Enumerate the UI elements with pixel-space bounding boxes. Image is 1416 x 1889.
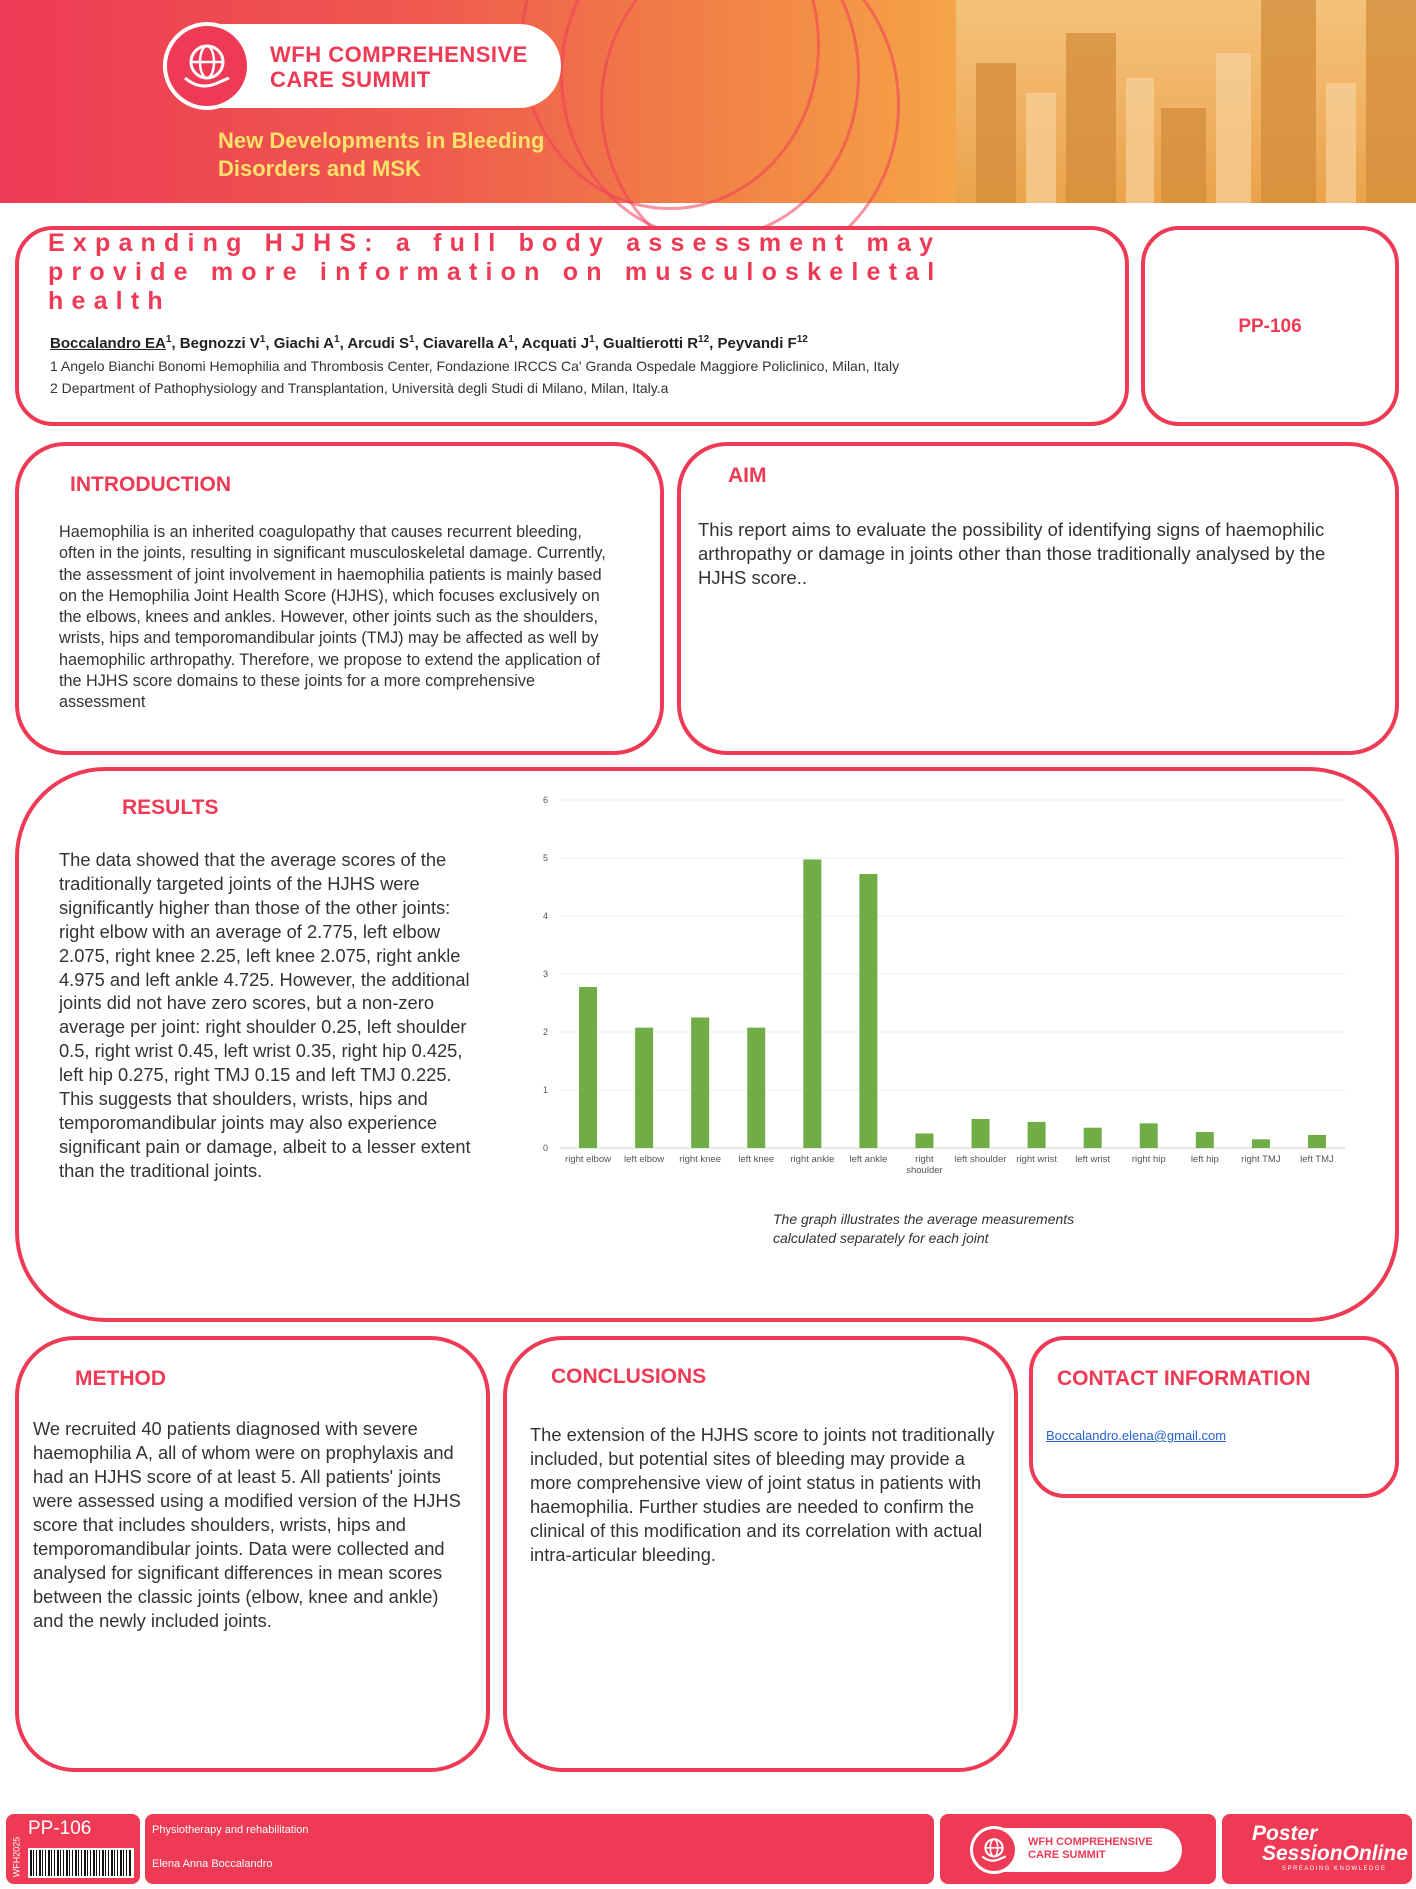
footer-wfh-globe-icon — [970, 1826, 1018, 1874]
x-tick-label: right shoulder — [906, 1154, 943, 1176]
contact-panel — [1029, 1336, 1399, 1498]
wfh-globe-hand-icon — [163, 22, 251, 110]
bar-left-shoulder — [972, 1119, 990, 1148]
joint-score-bar-chart — [530, 790, 1350, 1176]
x-tick-label: left knee — [738, 1154, 775, 1165]
bar-left-wrist — [1084, 1128, 1102, 1148]
author-name: Gualtierotti $R^{12}$ — [603, 334, 710, 352]
banner-subtitle: New Developments in Bleeding Disorders and MSK — [218, 128, 545, 181]
bar-right-knee — [691, 1018, 709, 1149]
y-tick-label: 2 — [542, 1027, 548, 1037]
x-tick-label: left wrist — [1075, 1154, 1111, 1165]
city-skyline-image — [956, 0, 1416, 203]
x-tick-label: right knee — [679, 1154, 722, 1165]
x-tick-label: right TMJ — [1241, 1154, 1281, 1165]
bar-right-elbow — [579, 987, 597, 1148]
affiliation-2: 2 Department of Pathophysiology and Transplantation, Università degli Studi di Milano, Milan, Italy.a — [50, 380, 669, 396]
affiliation-1: 1 Angelo Bianchi Bonomi Hemophilia and Thrombosis Center, Fondazione IRCCS Ca' Granda Ospedale Maggiore Policlinico, Milan, Italy — [50, 358, 900, 374]
header-banner — [0, 0, 1416, 203]
poster-title: Expanding HJHS: a full body assessment may provide more information on musculoskeletal health — [48, 229, 943, 315]
contact-heading: CONTACT INFORMATION — [1057, 1367, 1311, 1390]
aim-panel — [677, 442, 1399, 755]
y-tick-label: 5 — [542, 853, 548, 863]
bar-left-knee — [747, 1028, 765, 1148]
author-name: Acquati $J^1$ — [521, 334, 595, 352]
x-tick-label: right ankle — [790, 1154, 835, 1165]
method-text: We recruited 40 patients diagnosed with severe haemophilia A, all of whom were on prophylaxis and had an HJHS score of at least 5. All patients' joints were assessed using a modified version of the HJHS score that includes shoulders, wrists, hips and temporomandibular joints. Data were collected and analysed for significant differences in mean scores between the classic joints (elbow, knee and ankle) and the newly included joints. — [33, 1418, 461, 1631]
author-name: Arcudi $S^1$ — [347, 334, 415, 352]
banner-logo-text: WFH COMPREHENSIVE CARE SUMMIT — [270, 42, 528, 92]
author-name: Begnozzi $V^1$ — [179, 334, 266, 352]
aim-heading: AIM — [728, 464, 767, 487]
x-tick-label: right wrist — [1016, 1154, 1057, 1165]
x-tick-label: left TMJ — [1300, 1154, 1334, 1165]
bar-left-tmj — [1308, 1135, 1326, 1148]
y-tick-label: 0 — [542, 1143, 548, 1153]
author-name: Ciavarella $A^1$ — [422, 334, 514, 352]
conclusions-heading: CONCLUSIONS — [551, 1365, 707, 1388]
bar-right-shoulder — [915, 1134, 933, 1149]
author-list: Boccalandro $EA^1$, Begnozzi $V^1$, Giachi $A^1$, Arcudi $S^1$, Ciavarella $A^1$, Acquati $J^1$, Gualtierotti $R^{12}$, Peyvandi $F^{12}$ — [50, 334, 808, 352]
y-tick-label: 3 — [542, 969, 548, 979]
bar-left-hip — [1196, 1132, 1214, 1148]
author-name: Peyvandi $F^{12}$ — [717, 334, 808, 352]
author-name: Giachi $A^1$ — [273, 334, 340, 352]
footer-poster-code: PP-106 — [28, 1818, 92, 1839]
results-text: The data showed that the average scores of the traditionally targeted joints of the HJHS were significantly higher than those of the other joints: right elbow with an average of 2.775, left elbow 2.075, right knee 2.25, left knee 2.075, right ankle 4.975 and left ankle 4.725. However, the additional joints did not have zero scores, but a non-zero average per joint: right shoulder 0.25, left shoulder 0.5, right wrist 0.45, left wrist 0.35, right hip 0.425, left hip 0.275, right TMJ 0.15 and left TMJ 0.225. This suggests that shoulders, wrists, hips and temporomandibular joints may also experience significant pain or damage, albeit to a lesser extent than the traditional joints. — [59, 849, 471, 1181]
bar-right-ankle — [803, 859, 821, 1148]
y-tick-label: 4 — [542, 911, 548, 921]
bar-right-tmj — [1252, 1139, 1270, 1148]
bar-right-wrist — [1028, 1122, 1046, 1148]
results-heading: RESULTS — [122, 796, 219, 819]
bar-left-elbow — [635, 1028, 653, 1148]
barcode-icon — [28, 1848, 134, 1878]
bar-right-hip — [1140, 1123, 1158, 1148]
y-tick-label: 1 — [542, 1085, 548, 1095]
poster-session-online-logo: Poster SessionOnline — [1252, 1822, 1408, 1865]
x-tick-label: right hip — [1131, 1154, 1166, 1165]
footer-year-tag: WFH2025 — [11, 1836, 22, 1878]
x-tick-label: left shoulder — [954, 1154, 1007, 1165]
method-heading: METHOD — [75, 1367, 166, 1390]
aim-text: This report aims to evaluate the possibility of identifying signs of haemophilic arthropathy or damage in joints other than those traditionally analysed by the HJHS score.. — [698, 519, 1326, 588]
footer-category: Physiotherapy and rehabilitation — [152, 1824, 309, 1836]
x-tick-label: left ankle — [849, 1154, 888, 1165]
introduction-heading: INTRODUCTION — [70, 473, 231, 496]
contact-email-link[interactable]: Boccalandro.elena@gmail.com — [1046, 1428, 1227, 1443]
chart-caption: The graph illustrates the average measurements calculated separately for each joint — [773, 1211, 1075, 1246]
introduction-text: Haemophilia is an inherited coagulopathy that causes recurrent bleeding, often in the joints, resulting in significant musculoskeletal damage. Currently, the assessment of joint involvement in haemophilia patients is mainly based on the Hemophilia Joint Health Score (HJHS), which focuses exclusively on the elbows, knees and ankles. However, other joints such as the shoulders, wrists, hips and temporomandibular joints (TMJ) may be affected as well by haemophilic arthropathy. Therefore, we propose to extend the application of the HJHS score domains to these joints for a more comprehensive assessment — [59, 523, 606, 712]
bar-left-ankle — [859, 874, 877, 1148]
y-tick-label: 6 — [542, 795, 548, 805]
poster-code: PP-106 — [1238, 316, 1302, 337]
x-tick-label: left hip — [1190, 1154, 1219, 1165]
x-tick-label: left elbow — [624, 1154, 665, 1165]
author-name: Boccalandro $EA^1$ — [50, 334, 172, 352]
footer-logo-text: WFH COMPREHENSIVE CARE SUMMIT — [1028, 1836, 1153, 1861]
conclusions-text: The extension of the HJHS score to joints not traditionally included, but potential sites of bleeding may provide a more comprehensive view of joint status in patients with haemophilia. Further studies are needed to confirm the clinical of this modification and its correlation with actual intra-articular bleeding. — [530, 1424, 995, 1565]
poster-session-tagline: SPREADING KNOWLEDGE — [1282, 1866, 1387, 1872]
x-tick-label: right elbow — [565, 1154, 612, 1165]
footer-author: Elena Anna Boccalandro — [152, 1858, 273, 1870]
